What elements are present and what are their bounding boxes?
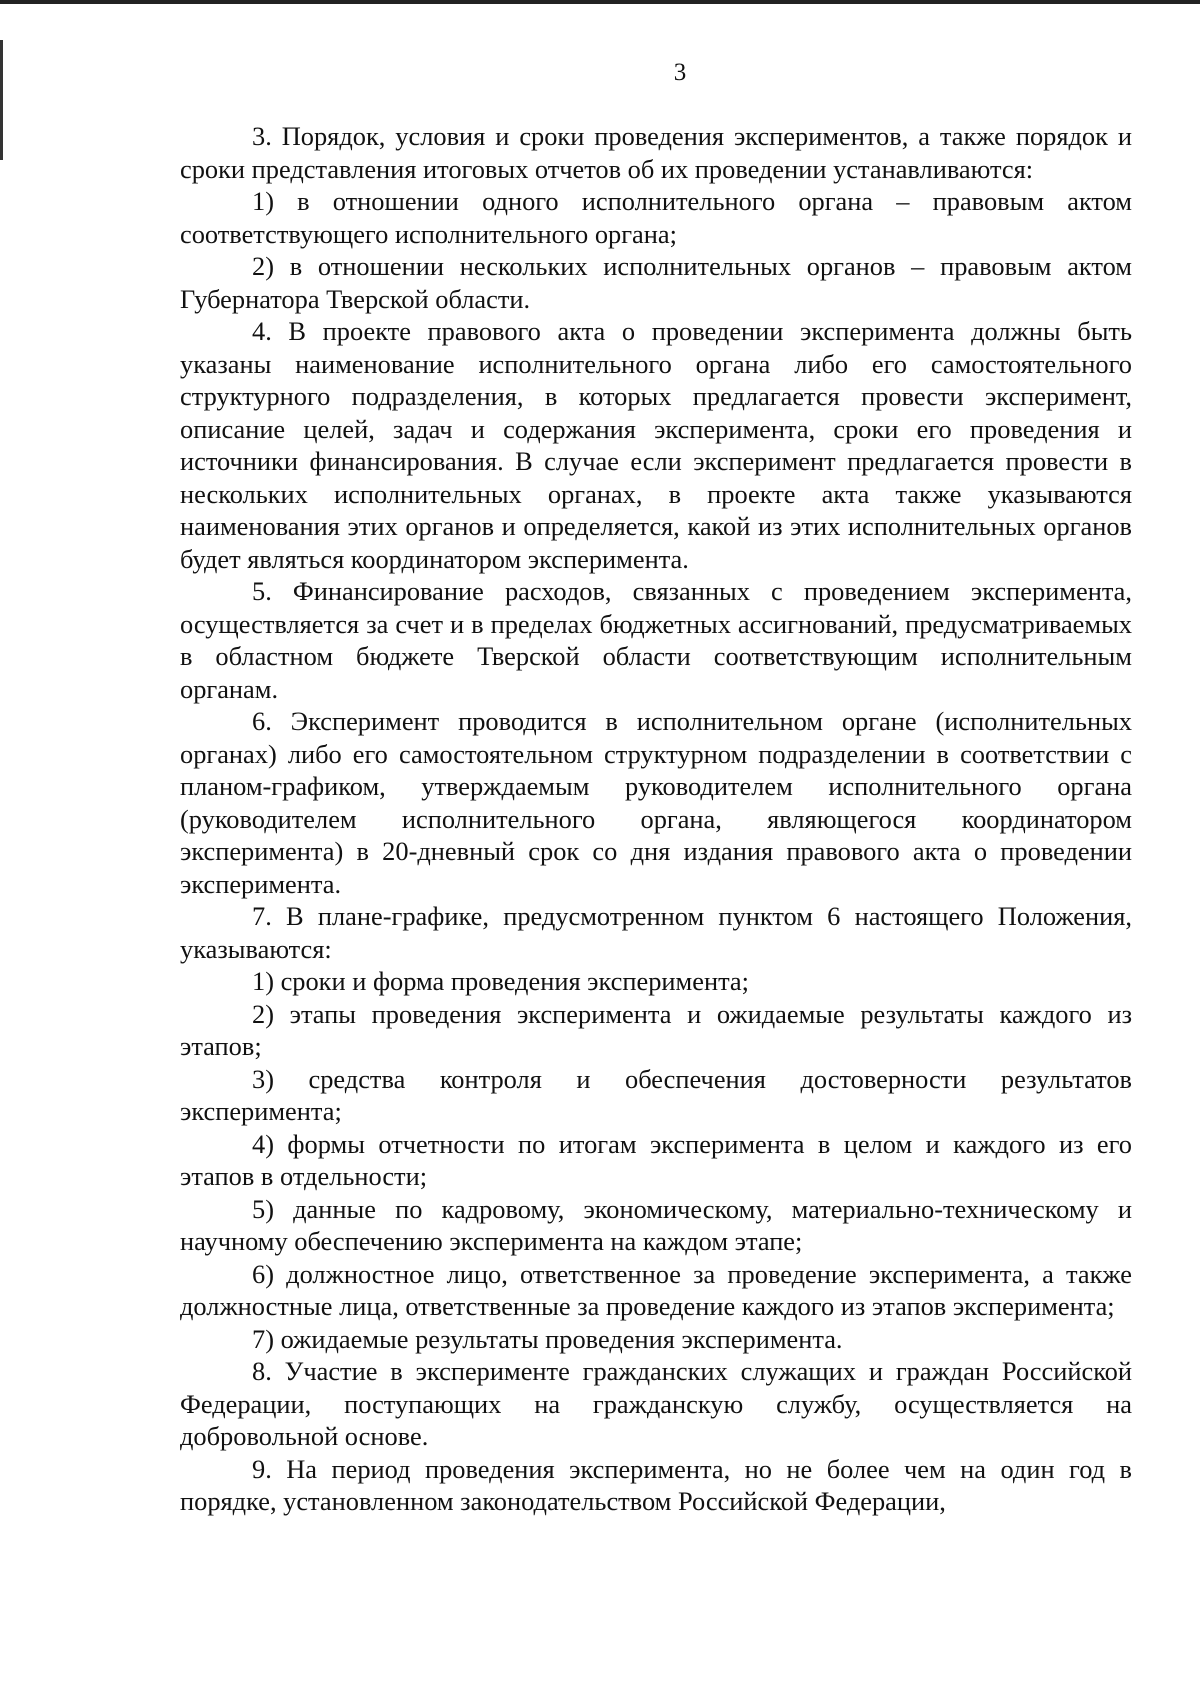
paragraph-7-item-3: 3) средства контроля и обеспечения достоверности результатов эксперимента; <box>180 1063 1132 1126</box>
paragraph-9: 9. На период проведения эксперимента, но не более чем на один год в порядке, установленном законодательством Российской Федерации, <box>180 1453 1132 1516</box>
paragraph-5: 5. Финансирование расходов, связанных с проведением эксперимента, осуществляется за счет и в пределах бюджетных ассигнований, предусматриваемых в областном бюджете Тверской области соответствующим исполнительным органам. <box>180 576 1132 704</box>
top-border-line <box>0 0 1200 4</box>
paragraph-7-item-1: 1) сроки и форма проведения эксперимента; <box>252 966 749 996</box>
paragraph-8: 8. Участие в эксперименте гражданских служащих и граждан Российской Федерации, поступающих на гражданскую службу, осуществляется на добровольной основе. <box>180 1356 1132 1451</box>
paragraph-7-item-5: 5) данные по кадровому, экономическому, материально-техническому и научному обеспечению эксперимента на каждом этапе; <box>180 1193 1132 1256</box>
paragraph-7-item-6: 6) должностное лицо, ответственное за проведение эксперимента, а также должностные лица, ответственные за проведение каждого из этапов эксперимента; <box>180 1258 1132 1321</box>
paragraph-7-item-2: 2) этапы проведения эксперимента и ожидаемые результаты каждого из этапов; <box>180 998 1132 1061</box>
page-number: 3 <box>673 59 687 86</box>
paragraph-4: 4. В проекте правового акта о проведении эксперимента должны быть указаны наименование исполнительного органа либо его самостоятельного структурного подразделения, в которых предлагается провести эксперимент, описание целей, задач и содержания эксперимента, сроки его проведения и источники финансирования. В случае если эксперимент предлагается провести в нескольких исполнительных органах, в проекте акта также указываются наименования этих органов и определяется, какой из этих исполнительных органов будет являться координатором эксперимента. <box>180 316 1132 574</box>
paragraph-3-item-1: 1) в отношении одного исполнительного органа – правовым актом соответствующего исполнительного органа; <box>180 186 1132 249</box>
paragraph-6: 6. Эксперимент проводится в исполнительном органе (исполнительных органах) либо его самостоятельном структурном подразделении в соответствии с планом-графиком, утверждаемым руководителем исполнительного органа (руководителем исполнительного органа, являющегося координатором эксперимента) в 20-дневный срок со дня издания правового акта о проведении эксперимента. <box>180 706 1132 899</box>
paragraph-7: 7. В плане-графике, предусмотренном пунктом 6 настоящего Положения, указываются: <box>180 901 1132 964</box>
paragraph-3-item-2: 2) в отношении нескольких исполнительных органов – правовым актом Губернатора Тверской области. <box>180 251 1132 314</box>
document-body <box>180 120 1132 1518</box>
paragraph-3: 3. Порядок, условия и сроки проведения экспериментов, а также порядок и сроки представления итоговых отчетов об их проведении устанавливаются: <box>180 121 1132 184</box>
paragraph-7-item-7: 7) ожидаемые результаты проведения эксперимента. <box>252 1323 843 1354</box>
paragraph-7-item-4: 4) формы отчетности по итогам эксперимента в целом и каждого из его этапов в отдельности; <box>180 1128 1132 1191</box>
